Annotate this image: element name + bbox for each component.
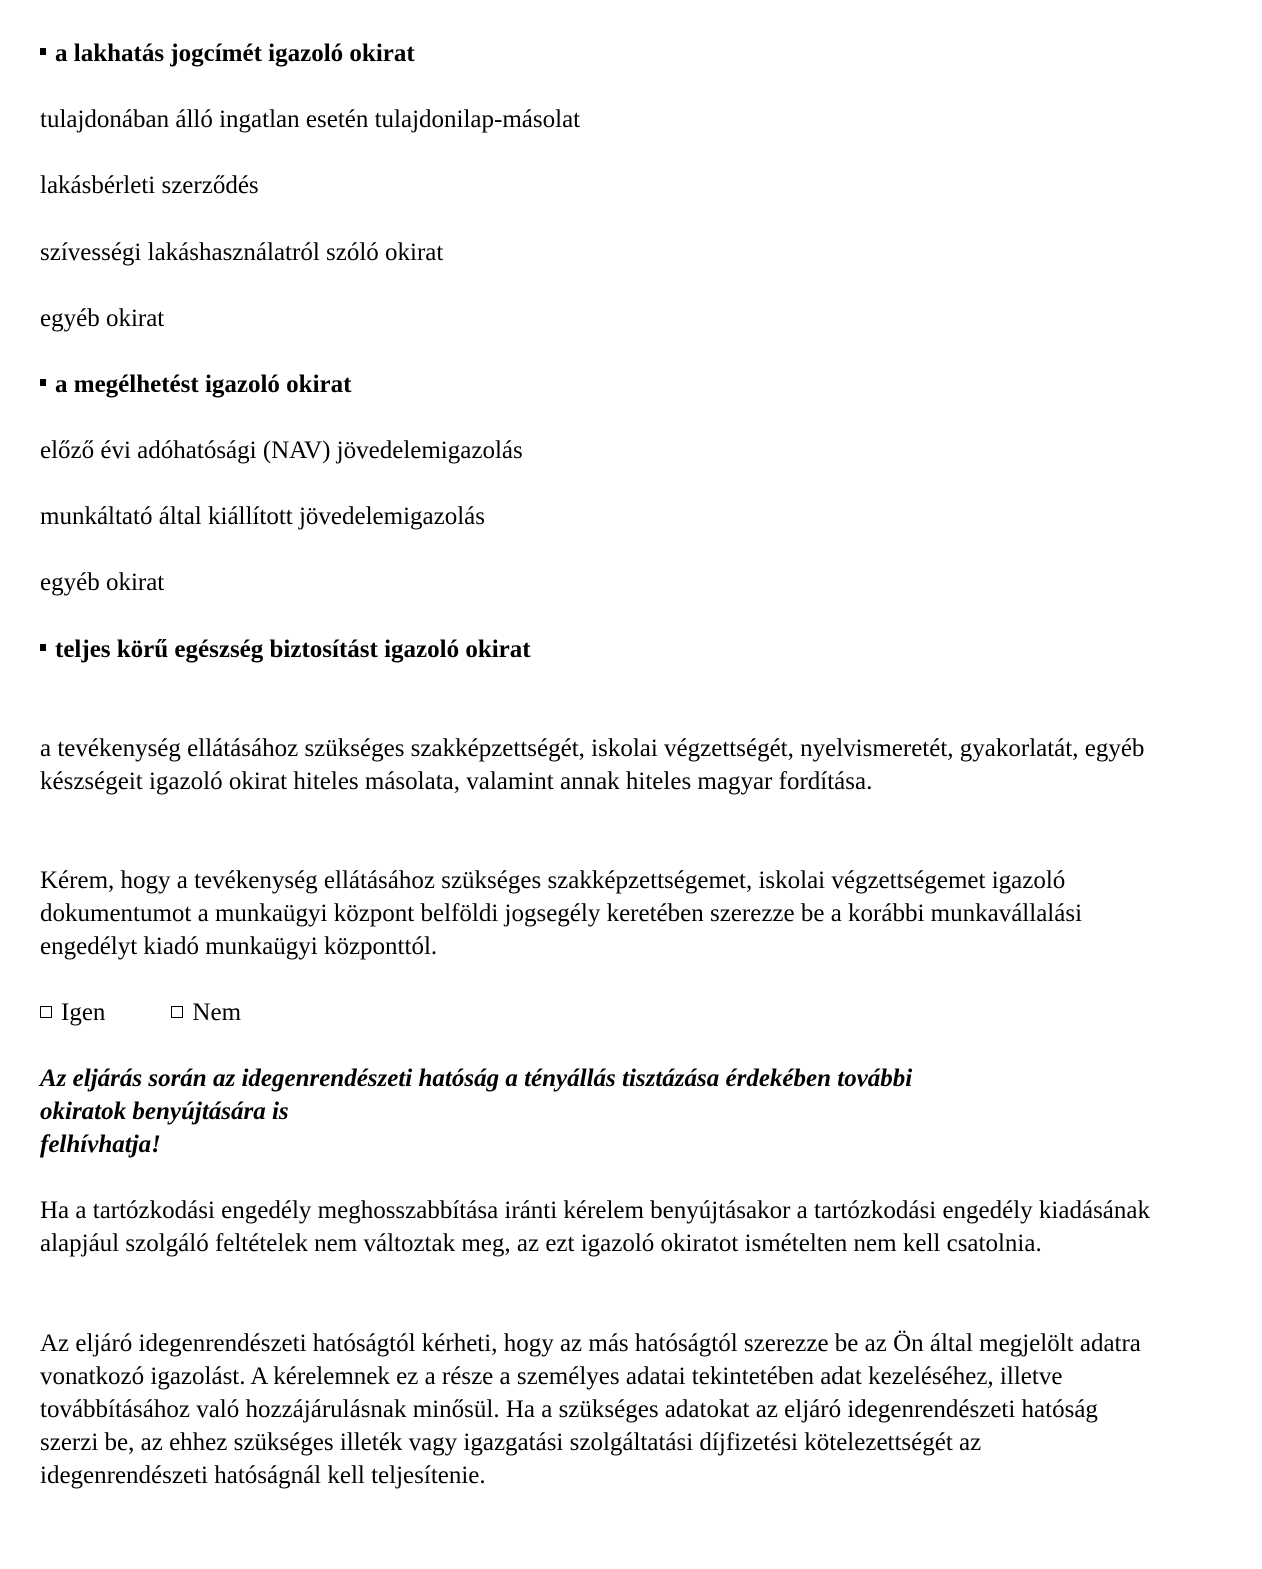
authority-paragraph: Az eljáró idegenrendészeti hatóságtól kérheti, hogy az más hatóságtól szerezze be az Ön által megjelölt adatra vonatkozó igazolást. A kérelemnek ez a része a személyes adatai tekintetében adat kezeléséhez, illetve továbbításához való hozzájárulásnak minősül. Ha a szükséges adatokat az eljáró idegenrendészeti hatóság szerzi be, az ehhez szükséges illeték vagy igazgatási szolgáltatási díjfizetési kötelezettségét az idegenrendészeti hatóságnál kell teljesítenie. bbox=[40, 1330, 1141, 1489]
list-item: munkáltató által kiállított jövedelemigazolás bbox=[40, 503, 486, 530]
renewal-paragraph: Ha a tartózkodási engedély meghosszabbítása iránti kérelem benyújtásakor a tartózkodási engedély kiadásának alapjául szolgáló feltételek nem változtak meg, az ezt igazoló okiratot ismételten nem kell csatolnia. bbox=[40, 1197, 1150, 1257]
bullet-icon bbox=[40, 48, 46, 55]
notice-line: okiratok benyújtására is bbox=[40, 1098, 289, 1125]
section-heading-livelihood bbox=[40, 368, 351, 401]
section-heading-text: teljes körű egészség biztosítást igazoló okirat bbox=[55, 636, 531, 663]
list-item: előző évi adóhatósági (NAV) jövedelemigazolás bbox=[40, 437, 523, 464]
option-yes[interactable] bbox=[40, 996, 105, 1029]
list-item: egyéb okirat bbox=[40, 569, 165, 596]
bullet-icon bbox=[40, 379, 46, 386]
consent-choice bbox=[40, 995, 307, 1029]
section-heading-text: a lakhatás jogcímét igazoló okirat bbox=[55, 40, 415, 67]
no-checkbox[interactable] bbox=[171, 1006, 183, 1018]
list-item: tulajdonában álló ingatlan esetén tulajdonilap-másolat bbox=[40, 106, 581, 133]
qualification-paragraph: a tevékenység ellátásához szükséges szakképzettségét, iskolai végzettségét, nyelvismeretét, gyakorlatát, egyéb készségeit igazoló okirat hiteles másolata, valamint annak hiteles magyar fordítása. bbox=[40, 735, 1145, 795]
list-item: lakásbérleti szerződés bbox=[40, 172, 259, 199]
yes-label: Igen bbox=[61, 998, 106, 1026]
notice-line: Az eljárás során az idegenrendészeti hatóság a tényállás tisztázása érdekében további bbox=[40, 1065, 913, 1092]
list-item: szívességi lakáshasználatról szóló okirat bbox=[40, 239, 444, 266]
section-heading-health-insurance bbox=[40, 633, 531, 666]
no-label: Nem bbox=[192, 998, 242, 1026]
list-item: egyéb okirat bbox=[40, 305, 165, 332]
bullet-icon bbox=[40, 644, 46, 651]
request-paragraph: Kérem, hogy a tevékenység ellátásához szükséges szakképzettségemet, iskolai végzettségemet igazoló dokumentumot a munkaügyi központ belföldi jogsegély keretében szerezze be a korábbi munkavállalási engedélyt kiadó munkaügyi központtól. bbox=[40, 867, 1083, 960]
option-no[interactable] bbox=[171, 996, 241, 1029]
notice-block bbox=[40, 1062, 1100, 1161]
yes-checkbox[interactable] bbox=[40, 1006, 52, 1018]
section-heading-text: a megélhetést igazoló okirat bbox=[55, 371, 352, 398]
notice-line: felhívhatja! bbox=[40, 1131, 161, 1158]
section-heading-housing bbox=[40, 37, 415, 70]
